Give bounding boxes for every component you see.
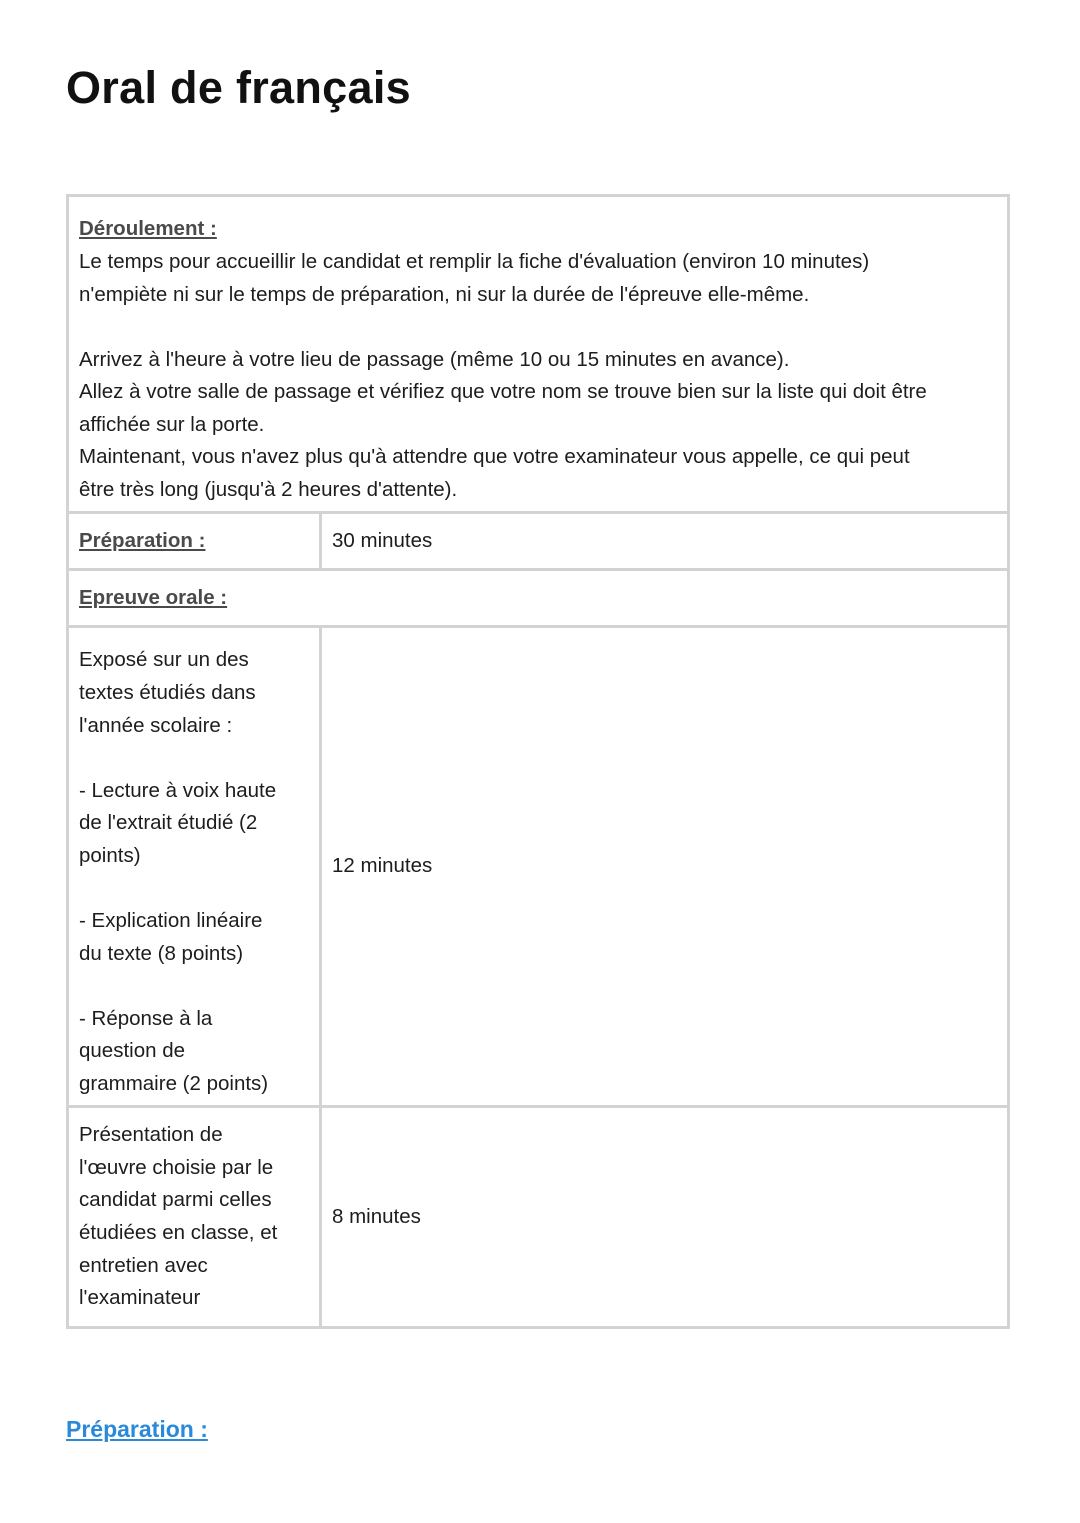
text-line: - Réponse à la [79,1006,213,1030]
epreuve-heading: Epreuve orale : [79,585,228,609]
text-line: l'œuvre choisie par le [79,1155,274,1179]
preparation-label-cell [68,513,321,570]
preparation-duration: 30 minutes [332,528,433,552]
text-line: être très long (jusqu'à 2 heures d'attente). [79,478,458,502]
text-line: question de [79,1039,186,1063]
text-line: étudiées en classe, et [79,1221,278,1244]
preparation-value-cell [321,513,1009,570]
expose-duration-cell [321,627,1009,1107]
preparation-section-link[interactable]: Préparation : [66,1416,208,1442]
preparation-row [68,513,1009,570]
text-line: du texte (8 points) [79,941,244,965]
expose-description-cell [68,627,321,1107]
epreuve-heading-row [68,570,1009,627]
text-line: textes étudiés dans [79,680,256,704]
presentation-duration-cell [321,1107,1009,1328]
text-line: grammaire (2 points) [79,1072,269,1096]
expose-item-lecture [79,775,309,873]
text-line: Arrivez à l'heure à votre lieu de passage (même 10 ou 15 minutes en avance). [79,347,790,371]
text-line: Présentation de [79,1123,223,1147]
text-line: l'année scolaire : [79,713,233,737]
deroulement-paragraph-1 [79,246,997,311]
deroulement-cell [68,196,1009,513]
text-line: affichée sur la porte. [79,412,265,436]
expose-item-explication [79,905,309,970]
text-line: Allez à votre salle de passage et vérifiez que votre nom se trouve bien sur la liste qui doit être [79,380,927,404]
text-line: Le temps pour accueillir le candidat et remplir la fiche d'évaluation (environ 10 minutes) [79,249,870,273]
text-line: Maintenant, vous n'avez plus qu'à attendre que votre examinateur vous appelle, ce qui peut [79,445,910,469]
presentation-description-cell [68,1107,321,1328]
text-line: l'examinateur [79,1286,201,1310]
deroulement-heading: Déroulement : [79,217,217,241]
text-line: candidat parmi celles [79,1188,272,1212]
preparation-label: Préparation : [79,528,206,552]
text-line: points) [79,843,141,867]
text-line: - Lecture à voix haute [79,778,277,802]
expose-intro [79,644,309,742]
exam-info-table [66,194,1010,1329]
epreuve-heading-cell [68,570,1009,627]
text-line: de l'extrait étudié (2 [79,811,258,835]
text-line: n'empiète ni sur le temps de préparation, ni sur la durée de l'épreuve elle-même. [79,282,810,306]
deroulement-paragraph-2 [79,344,997,507]
presentation-row [68,1107,1009,1328]
text-line: Exposé sur un des [79,648,249,672]
text-line: entretien avec [79,1253,208,1277]
text-line: - Explication linéaire [79,909,263,933]
expose-duration: 12 minutes [332,854,433,878]
deroulement-row [68,196,1009,513]
expose-item-grammaire [79,1003,309,1101]
presentation-duration: 8 minutes [332,1204,421,1228]
page-title: Oral de français [66,62,411,113]
expose-row [68,627,1009,1107]
